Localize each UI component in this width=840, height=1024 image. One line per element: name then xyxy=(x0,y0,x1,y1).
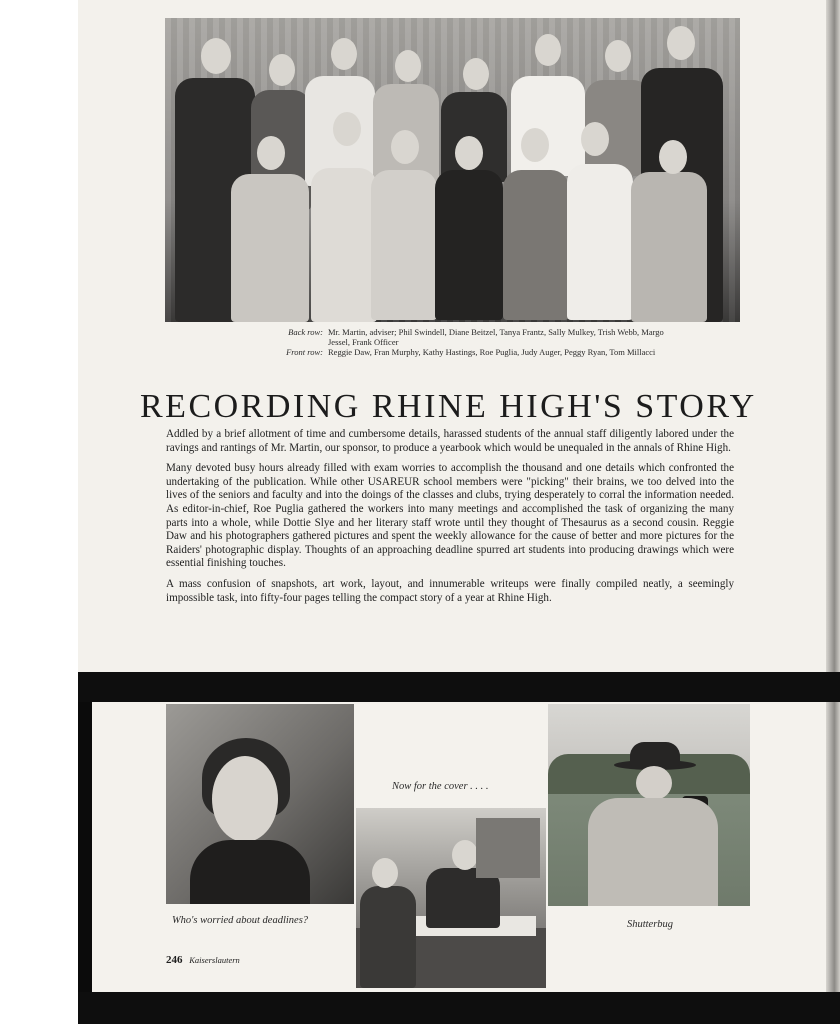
page-headline: RECORDING RHINE HIGH'S STORY xyxy=(140,388,757,425)
figure xyxy=(190,840,310,904)
paragraph: Addled by a brief allotment of time and cumbersome details, harassed students of the annual staff diligently labored under the ravings and rantings of Mr. Martin, our sponsor, to produce a yearbook which would be unequaled in the annals of Rhine High. xyxy=(166,428,734,454)
figure xyxy=(503,170,569,320)
figure-head xyxy=(455,136,483,170)
figure xyxy=(567,164,633,320)
figure-head xyxy=(395,50,421,82)
shutterbug-caption: Shutterbug xyxy=(626,919,674,930)
hat-crown xyxy=(630,742,680,766)
page-folio xyxy=(166,954,240,966)
photo-shutterbug xyxy=(548,704,750,906)
figure xyxy=(371,170,437,320)
caption-front-names: Reggie Daw, Fran Murphy, Kathy Hastings, Roe Puglia, Judy Auger, Peggy Ryan, Tom Millacci xyxy=(328,347,656,357)
figure-head xyxy=(257,136,285,170)
caption-front-row xyxy=(276,347,666,357)
left-margin xyxy=(0,0,78,1024)
figure xyxy=(360,886,416,988)
figure xyxy=(588,798,718,906)
caption-back-row xyxy=(276,327,666,347)
group-photo-caption xyxy=(276,327,666,357)
paragraph: A mass confusion of snapshots, art work, layout, and innumerable writeups were finally compiled neatly, a seemingly impossible task, into fifty-four pages telling the compact story of a year at Rhine High. xyxy=(166,577,734,604)
figure-head xyxy=(463,58,489,90)
divider-band xyxy=(78,672,840,702)
figure-head xyxy=(667,26,695,60)
figure-head xyxy=(581,122,609,156)
figure-head xyxy=(372,858,398,888)
figure-head xyxy=(269,54,295,86)
figure-head xyxy=(659,140,687,174)
worried-caption: Who's worried about deadlines? xyxy=(171,915,309,926)
caption-back-label: Back row: xyxy=(288,327,323,337)
staff-group-photo xyxy=(165,18,740,322)
figure xyxy=(511,76,585,176)
article-body xyxy=(166,428,734,612)
folio-school: Kaiserslautern xyxy=(189,955,240,965)
paragraph: Many devoted busy hours already filled with exam worries to accomplish the thousand and one details which confronted the undertaking of the publication. While other USAREUR school members were "picking" their brains, we too delved into the lives of the seniors and faculty and into the doings of the classes and clubs, trying desperately to corral the information needed. As editor-in-chief, Roe Puglia gathered the workers into many meetings and accomplished the task of organizing the many parts into a whole, while Dottie Slye and her literary staff wrote until they thought of Thesaurus as a second cousin. Reggie Daw and his photographers gathered pictures and spent the weekly allowance for the cause of better and more pictures for the Raiders' photographic display. Thoughts of an approaching deadline spurred art students into producing drawings which were essential finishing touches. xyxy=(166,462,734,570)
figure xyxy=(631,172,707,322)
photo-cover-meeting xyxy=(356,808,546,988)
figure-head xyxy=(331,38,357,70)
figure-head xyxy=(521,128,549,162)
figure-head xyxy=(333,112,361,146)
figure-head xyxy=(201,38,231,74)
photo-worried-student xyxy=(166,704,354,904)
bookshelf xyxy=(476,818,540,878)
caption-back-names: Mr. Martin, adviser; Phil Swindell, Diane Beitzel, Tanya Frantz, Sally Mulkey, Trish Webb, Margo Jessel, Frank Officer xyxy=(328,327,664,347)
figure xyxy=(435,170,503,320)
figure-head xyxy=(535,34,561,66)
figure xyxy=(311,168,377,322)
figure-head xyxy=(452,840,478,870)
caption-front-label: Front row: xyxy=(286,347,323,357)
cover-caption: Now for the cover . . . . xyxy=(392,781,489,792)
figure-head xyxy=(605,40,631,72)
figure-head xyxy=(391,130,419,164)
page-number: 246 xyxy=(166,954,183,966)
bottom-band xyxy=(78,992,840,1024)
figure xyxy=(231,174,309,322)
book-spine xyxy=(826,0,840,1024)
figure-head xyxy=(212,756,278,842)
figure-head xyxy=(636,766,672,800)
